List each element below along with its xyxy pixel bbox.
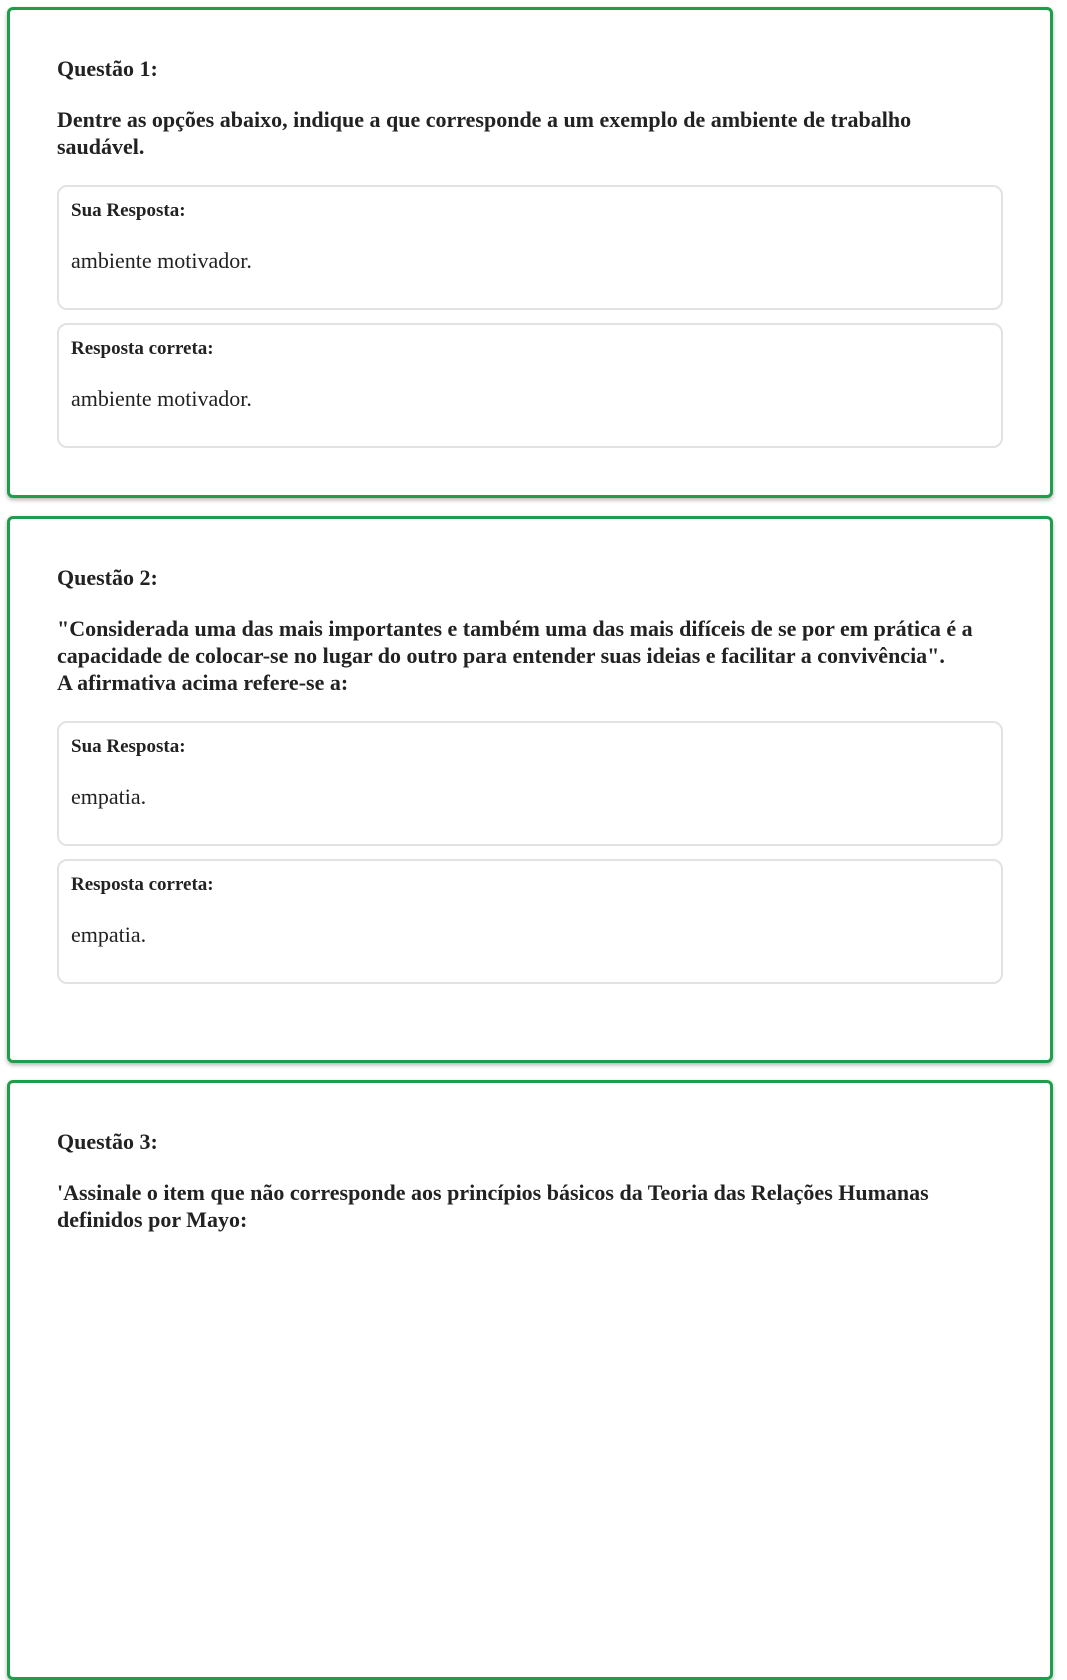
your-answer-label: Sua Resposta:	[71, 200, 186, 221]
correct-answer-value: ambiente motivador.	[71, 386, 252, 411]
correct-answer-label: Resposta correta:	[71, 874, 214, 895]
question-title: Questão 1:	[57, 56, 158, 81]
question-title: Questão 3:	[57, 1129, 158, 1154]
question-text: "Considerada uma das mais importantes e também uma das mais difíceis de se por em prática é a capacidade de colocar-se no lugar do outro para entender suas ideias e facilitar a convivência". A afirmativa acima refere-se a:	[57, 616, 973, 695]
your-answer-value: empatia.	[71, 784, 147, 809]
correct-answer-box	[57, 859, 1003, 984]
question-text: 'Assinale o item que não corresponde aos princípios básicos da Teoria das Relações Humanas definidos por Mayo:	[57, 1180, 929, 1232]
your-answer-label: Sua Resposta:	[71, 736, 186, 757]
question-card-1	[7, 7, 1053, 498]
question-card-3	[7, 1080, 1053, 1680]
your-answer-box	[57, 721, 1003, 846]
question-title: Questão 2:	[57, 565, 158, 590]
your-answer-value: ambiente motivador.	[71, 248, 252, 273]
correct-answer-label: Resposta correta:	[71, 338, 214, 359]
your-answer-box	[57, 185, 1003, 310]
correct-answer-box	[57, 323, 1003, 448]
question-card-2	[7, 516, 1053, 1063]
question-text: Dentre as opções abaixo, indique a que corresponde a um exemplo de ambiente de trabalho saudável.	[57, 107, 912, 159]
correct-answer-value: empatia.	[71, 922, 147, 947]
